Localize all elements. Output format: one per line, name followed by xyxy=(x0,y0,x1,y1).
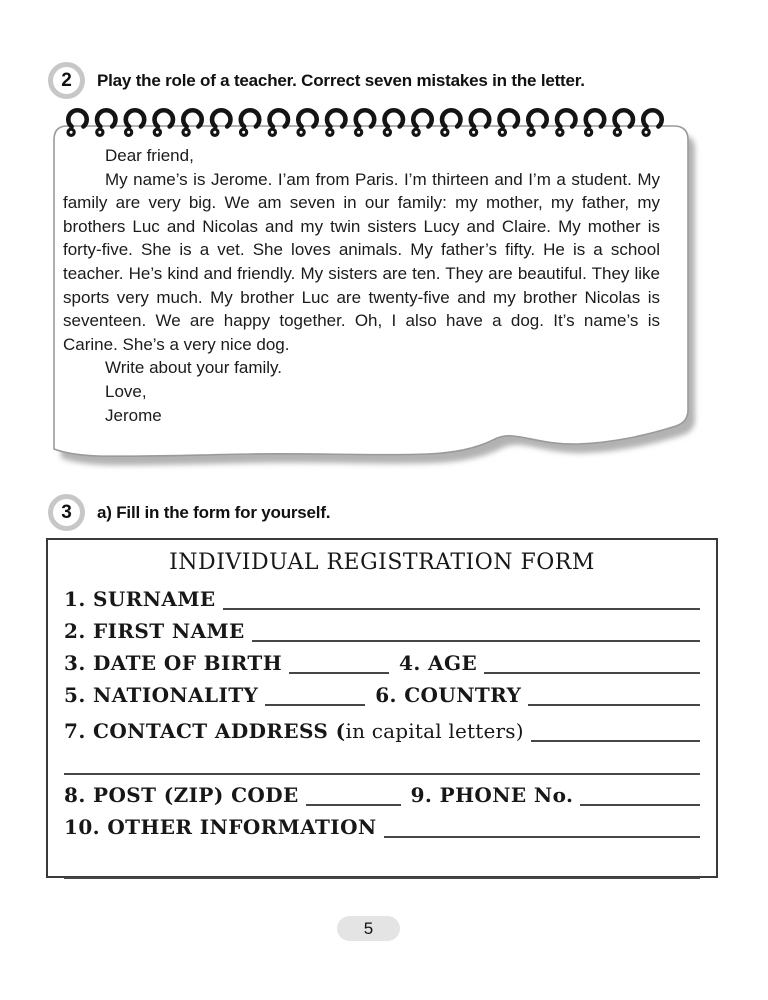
form-row-first-name xyxy=(64,611,700,643)
first-name-label: 2. FIRST NAME xyxy=(64,619,245,643)
other-information-continuation-field xyxy=(64,877,700,879)
form-row-other-information xyxy=(64,807,700,839)
letter-signoff: Love, xyxy=(105,381,147,401)
phone-label: 9. PHONE No. xyxy=(410,783,574,807)
post-code-label: 8. POST (ZIP) CODE xyxy=(64,783,299,807)
exercise-2-title: Play the role of a teacher. Correct seven mistakes in the letter. xyxy=(97,70,585,90)
letter-body xyxy=(63,144,660,427)
contact-address-note: in capital letters) xyxy=(345,719,524,743)
age-field xyxy=(484,672,700,674)
letter-salutation: Dear friend, xyxy=(105,146,194,165)
contact-address-label: 7. CONTACT ADDRESS ( xyxy=(64,719,346,743)
spiral-binding-icon xyxy=(63,105,669,142)
letter-paragraph: My name’s is Jerome. I’am from Paris. I’m thirteen and I’m a student. My family are very big. We am seven in our family: my mother, my father, my brothers Luc and Nicolas and my twin sisters Lucy and Claire. My mother is forty-five. She is a vet. She loves animals. My father’s fifty. He is a school teacher. He’s kind and friendly. My sisters are ten. They are beautiful. They like sports very much. My brother Luc are twenty-five and my brother Nicolas is seventeen. We are happy together. Oh, I also have a dog. It’s name’s is Carine. She’s a very nice dog. xyxy=(63,169,660,354)
nationality-label: 5. NATIONALITY xyxy=(64,683,259,707)
other-information-field xyxy=(384,836,700,838)
post-code-field xyxy=(306,804,401,806)
page-number: 5 xyxy=(363,918,374,938)
exercise-3-title: a) Fill in the form for yourself. xyxy=(97,502,331,522)
exercise-3-header xyxy=(48,494,330,531)
letter-closing-line: Write about your family. xyxy=(105,358,282,378)
country-label: 6. COUNTRY xyxy=(375,683,522,707)
letter-notepad xyxy=(50,104,710,479)
form-row-birth-age xyxy=(64,643,700,675)
other-information-label: 10. OTHER INFORMATION xyxy=(64,815,377,839)
letter-signature: Jerome xyxy=(105,405,162,425)
country-field xyxy=(528,704,700,706)
form-title: INDIVIDUAL REGISTRATION FORM xyxy=(169,550,595,575)
age-label: 4. AGE xyxy=(399,651,478,675)
form-row-surname xyxy=(64,579,700,611)
form-row-contact-address xyxy=(64,707,700,743)
form-row-nationality-country xyxy=(64,675,700,707)
surname-label: 1. SURNAME xyxy=(64,587,216,611)
phone-field xyxy=(580,804,700,806)
first-name-field xyxy=(252,640,700,642)
registration-form xyxy=(46,538,718,878)
date-of-birth-label: 3. DATE OF BIRTH xyxy=(64,651,282,675)
surname-field xyxy=(223,608,700,610)
date-of-birth-field xyxy=(289,672,389,674)
exercise-2-header xyxy=(48,62,585,99)
form-row-zip-phone xyxy=(64,775,700,807)
page-number-badge xyxy=(337,916,400,941)
exercise-number-badge: 2 xyxy=(48,62,85,99)
nationality-field xyxy=(265,704,365,706)
exercise-number-badge: 3 xyxy=(48,494,85,531)
contact-address-field xyxy=(531,740,700,742)
